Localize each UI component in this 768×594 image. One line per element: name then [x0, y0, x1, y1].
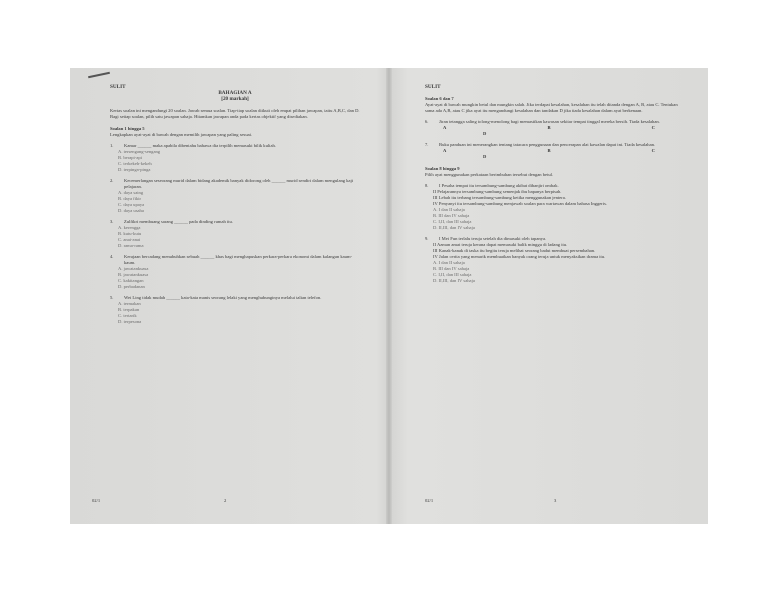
option: B. terpakan — [118, 307, 140, 312]
option: D. daya usaha — [118, 208, 144, 213]
statement: IV Penyanyi itu tersambung-sambung menjawab soalan para wartawan dalam bahasa Inggeris. — [433, 201, 608, 206]
page-gutter — [386, 68, 392, 524]
question-4: 4. Kerajaan bercadang menubuhkan sebuah ______ khas bagi menghapuskan perkara-perkara ekonomi dalam kalangan kaum-kaum. A. jawatankuasa B. jawatankuasa C. kakitangan D. perbadanan — [110, 254, 360, 290]
question-1: 1. Kamar ______ maka apabila dibentahu bahawa dia terpilih memasuki bilik kuliah. A. tersengang-sengang B. berapi-api C. terkekeh-kekeh D. terpinga-pinga — [110, 143, 360, 173]
option: A. I dan II sahaja — [433, 207, 465, 212]
option: A. jawatankuasa — [118, 266, 149, 271]
question-7: 7. Buku panduan ini menerangkan tentang tatacara penggunaan dan pencerapan alat kawalan dapat ini. Tiada kesalahan. A B C D — [425, 142, 685, 160]
statement: II Azman amat teruja kerana dapat memasuki balik minggu di ladang itu. — [433, 242, 568, 247]
option: B. III dan IV sahaja — [433, 213, 470, 218]
option: C. terkekeh-kekeh — [118, 161, 152, 166]
option: B. jawatankuasa — [118, 272, 149, 277]
left-footer-code: 02/1 — [92, 498, 101, 503]
right-footer-code: 02/1 — [425, 498, 434, 503]
statement: II Pelajarannya tersambung-sambung semenjak ibu bapanya berpisah. — [433, 189, 562, 194]
option: D. terpinga-pinga — [118, 167, 151, 172]
option: B. III dan IV sahaja — [433, 266, 470, 271]
section-title: BAHAGIAN A — [218, 90, 252, 96]
option: C. I,II, dan III sahaja — [433, 219, 472, 224]
left-header: SULIT — [110, 84, 126, 90]
option: C. daya upaya — [118, 202, 145, 207]
question-6: 6. Jiran tetangga saling tolong-menolong bagi memastikan kawasan sekitar tempat tinggal mereka bersih. Tiada kesalahan. A B C D — [425, 119, 685, 137]
right-page — [425, 84, 685, 284]
statement: IV Jalan cerita yang menarik membuatkan banyak orang teruja untuk menyaksikan drama itu. — [433, 254, 606, 259]
answer-labels: A B C — [443, 148, 655, 153]
statement: III Kanak-kanak di taska itu begitu teruja melihat seorang badut membuat persembahan. — [433, 248, 596, 253]
option: A. tersengang-sengang — [118, 149, 161, 154]
group2-title: Soalan 8 hingga 9 — [425, 166, 460, 171]
left-page-number: 2 — [224, 498, 227, 503]
option: B. kutu-kutu — [118, 231, 142, 236]
option: C. anai-anai — [118, 237, 141, 242]
question-8: 8. I Pesaha tempat itu tersambung-sambung akibat dibanjiri ombak. II Pelajarannya tersambung-sambung semenjak ibu bapanya berpisah. III Lebah itu terbang tersambung-sambung ketika menggunakan jentera. IV Penyanyi itu tersambung-sambung menjawab soalan para wartawan dalam bahasa Inggeris. A. I dan II sahaja B. III dan IV sahaja C. I,II, dan III sahaja D. II,III, dan IV sahaja — [425, 183, 685, 231]
instructions: Kertas soalan ini mengandungi 20 soalan. Jawab semua soalan. Tiap-tiap soalan diikuti oleh empat pilihan jawapan, iaitu A,B,C, dan D. Bagi setiap soalan, pilih satu jawapan sahaja. Hitamkan jawapan anda pada kertas objektif yang disediakan. — [110, 108, 360, 119]
option: A. I dan II sahaja — [433, 260, 465, 265]
right-header: SULIT — [425, 84, 441, 90]
question-5: 5. Wei Ling tidak mudah ______ kata-kata manis seorang lelaki yang menghubunginya melalui talian telefon. A. termakan B. terpakan C. tertarik D. terpesona — [110, 295, 360, 325]
answer-label-d: D — [483, 154, 487, 159]
question-2: 2. Kecemerlangan seseorang murid dalam bidang akademik banyak didorong oleh ______ murid sendiri dalam mengulang kaji pelajaran. A. daya saing B. daya fikir C. daya upaya D. daya usaha — [110, 178, 360, 214]
option: C. tertarik — [118, 313, 137, 318]
answer-label-d: D — [483, 131, 487, 136]
group-title: Soalan 6 dan 7 — [425, 96, 454, 101]
option: C. kakitangan — [118, 278, 144, 283]
option: A. daya saing — [118, 190, 144, 195]
group2-instruction: Pilih ayat menggunakan perkataan berimbuhan tersebut dengan betul. — [425, 172, 554, 177]
option: D. II,III, dan IV sahaja — [433, 225, 475, 230]
question-9: 9. I Mei Fun terlalu teruja setelah dia dimasuki oleh tapanya. II Azman amat teruja kerana dapat memasuki balik minggu di ladang itu. III Kanak-kanak di taska itu begitu teruja melihat seorang badut membuat persembahan. IV Jalan cerita yang menarik membuatkan banyak orang teruja untuk menyaksikan drama itu. A. I dan II sahaja B. III dan IV sahaja C. I,II, dan III sahaja D. II,III, dan IV sahaja — [425, 236, 685, 284]
section-marks: [20 markah] — [221, 96, 249, 102]
answer-labels: A B C — [443, 125, 655, 130]
group-title: Soalan 1 hingga 5 — [110, 126, 145, 131]
statement: III Lebah itu terbang tersambung-sambung ketika menggunakan jentera. — [433, 195, 566, 200]
question-3: 3. Zulfikri membuang sarang ______ pada dinding rumah itu. A. kerengga B. kutu-kutu C. anai-anai D. rama-rama — [110, 219, 360, 249]
option: D. II,III, dan IV sahaja — [433, 278, 475, 283]
option: B. berapi-api — [118, 155, 142, 160]
option: B. daya fikir — [118, 196, 142, 201]
option: D. rama-rama — [118, 243, 144, 248]
group-instruction: Lengkapkan ayat-ayat di bawah dengan memilih jawapan yang paling sesuai. — [110, 132, 253, 137]
option: C. I,II, dan III sahaja — [433, 272, 472, 277]
option: D. terpesona — [118, 319, 142, 324]
group-instruction: Ayat-ayat di bawah mungkin betul dan mungkin salah. Jika terdapat kesalahan, kesalahan itu telah ditanda dengan A, B, atau C. Tentukan sama ada A,B, atau C jika ayat itu mengandungi kesalahan dan tandakan D jika tiada kesalahan dalam ayat berkenaan. — [425, 102, 678, 113]
option: A. kerengga — [118, 225, 141, 230]
left-page — [110, 84, 360, 325]
option: D. perbadanan — [118, 284, 145, 289]
option: A. termakan — [118, 301, 141, 306]
right-page-number: 3 — [554, 498, 557, 503]
